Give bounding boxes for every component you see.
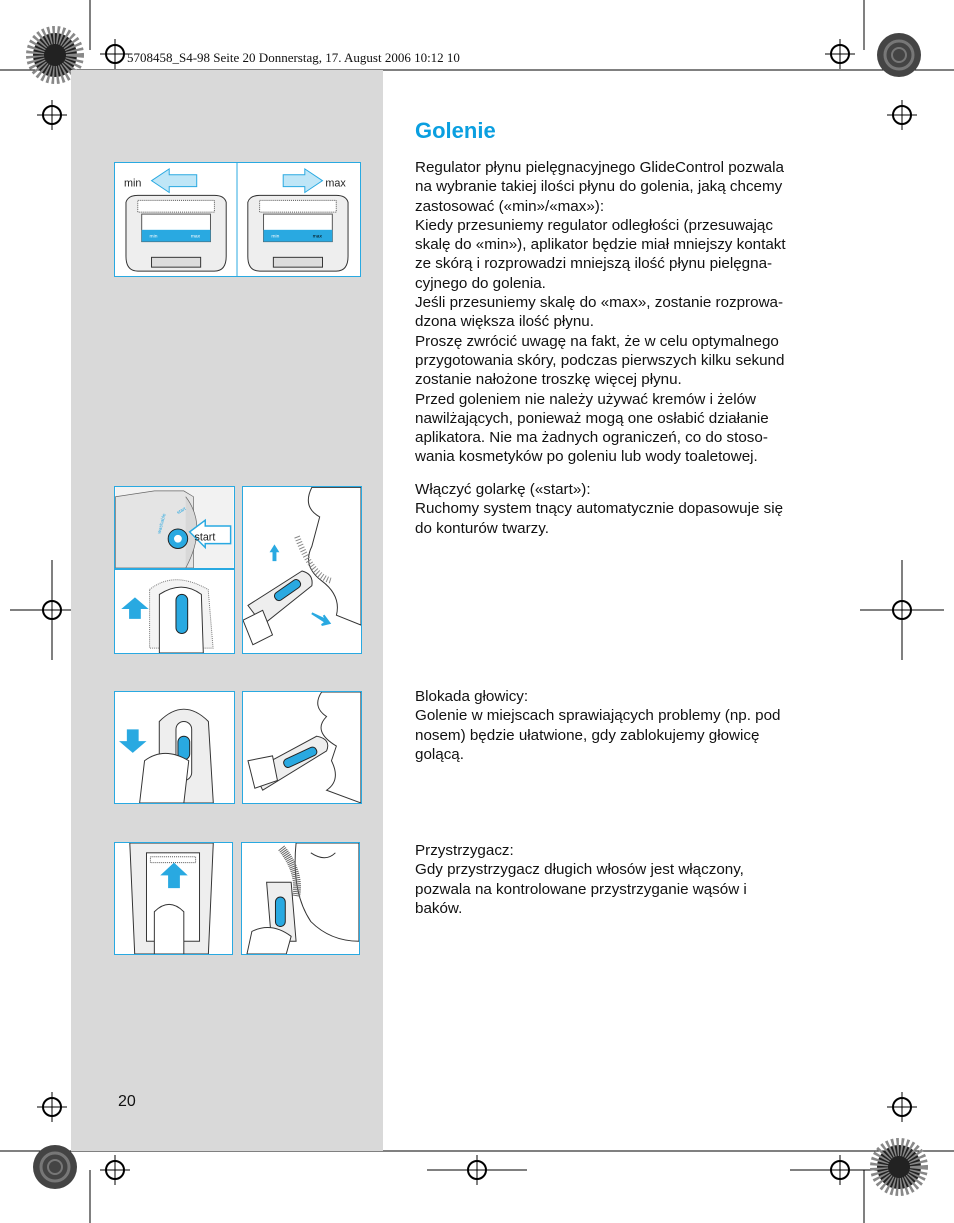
star-target-top-right [877,33,921,77]
max-label: max [325,177,346,190]
registration-target-bottom-center [427,1155,527,1185]
section-start-text: Włączyć golarkę («start»): Ruchomy system tnący automatycznie dopasowuje się do konturów twarzy. [415,481,784,537]
registration-target-right-upper [887,100,917,130]
section-head-lock-text: Blokada głowicy: Golenie w miejscach sprawiających problemy (np. pod nosem) będzie ułatwione, gdy zablokujemy głowicę golącą. [415,688,781,763]
figure-face-shaving [242,486,362,654]
scale-min-right: min [271,234,280,240]
arrow-down-icon [119,729,147,753]
registration-target-left-upper [37,100,67,130]
star-target-bottom-left [33,1145,77,1189]
figure-under-nose [242,691,362,804]
arrow-left-icon [152,169,197,193]
registration-target-bottom-left [100,1155,130,1185]
page-number: 20 [118,1093,136,1110]
scale-max-right: max [312,234,322,240]
figure-trimmer-sideburns [241,842,360,955]
arrow-up-icon [270,544,280,561]
section-glidecontrol-text: Regulator płynu pielęgnacyjnego GlideControl pozwala na wybranie takiej ilości płynu do golenia, jaką chcemy zastosować («min»/«max»): Kiedy przesuniemy regulator odległości (przesuwając skalę do «min»), aplikator będzie miał mniejszy kontakt ze skórą i rozprowadzi mniejszą ilość płynu pielęgna- cyjnego do golenia. Jeśli przesuniemy skalę do «max», zostanie rozprowa- dzona większa ilość płynu. Proszę zwrócić uwagę na fakt, że w celu optymalnego przygotowania skóry, podczas pierwszych kilku sekund zostanie nałożone troszkę więcej płynu. Przed goleniem nie należy używać kremów i żelów nawilżających, ponieważ mogą one osłabić działanie aplikatora. Nie ma żadnych ograniczeń, co do stoso- wania kosmetyków po goleniu lub wody toaletowej. [415,159,786,466]
registration-target-top-right [825,39,855,69]
registration-target-left-lower [37,1092,67,1122]
registration-target-top-left [100,39,130,69]
print-header: 5708458_S4-98 Seite 20 Donnerstag, 17. August 2006 10:12 10 [127,50,460,65]
section-trimmer-text: Przystrzygacz: Gdy przystrzygacz długich włosów jest włączony, pozwala na kontrolowane przystrzyganie wąsów i baków. [415,842,747,917]
arrow-down-right-icon [312,613,330,625]
page-title: Golenie [415,118,496,143]
arrow-right-icon [283,169,322,193]
registration-target-right-mid [860,560,944,660]
figure-glidecontrol [114,162,361,277]
scale-min-left: min [149,234,158,240]
start-small-text: start [176,507,188,517]
washable-text: washable [157,513,168,535]
min-label: min [124,177,142,190]
shaver-head-max-illustration [248,195,348,271]
start-label: start [194,531,216,544]
figure-head-lock [114,691,235,804]
figure-flexible-head [114,569,235,654]
registration-target-right-lower [887,1092,917,1122]
figure-trimmer-extend [114,842,233,955]
figure-start-button [114,486,235,569]
scale-max-left: max [190,234,201,240]
arrow-up-icon [121,597,148,618]
shaver-head-min-illustration [126,195,226,271]
star-target-bottom-right [877,1145,921,1189]
